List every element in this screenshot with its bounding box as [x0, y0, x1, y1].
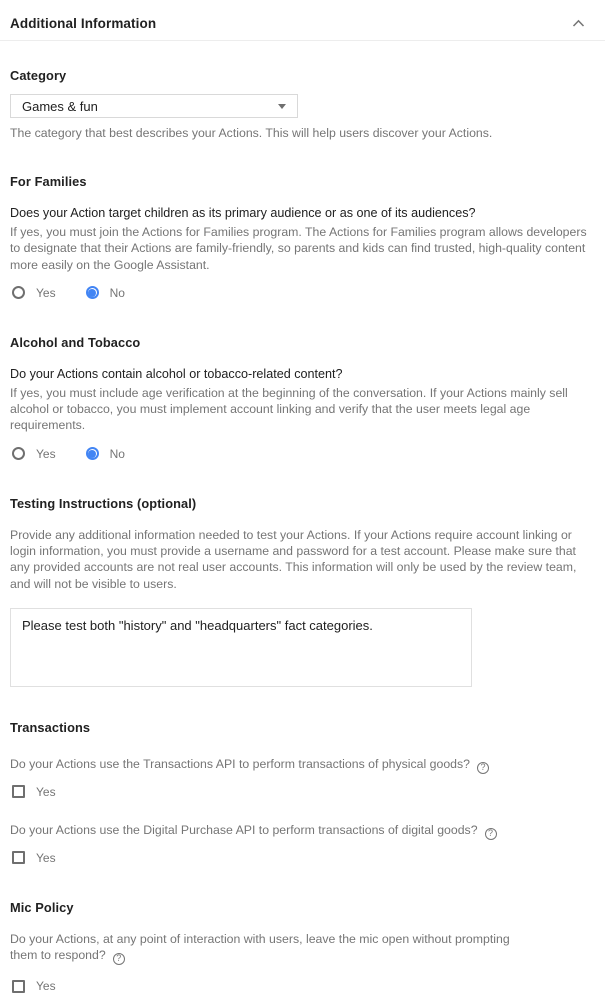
checkbox-unchecked-icon: [12, 980, 25, 993]
checkbox-unchecked-icon: [12, 785, 25, 798]
alcohol-tobacco-helper-text: If yes, you must include age verification at the beginning of the conversation. If your Actions mainly sell alcohol or tobacco, you must implement account linking and verify that the user meets legal age requirements.: [10, 385, 568, 433]
mic-policy-question: [10, 931, 530, 965]
transactions-digital-checkbox[interactable]: [12, 849, 595, 867]
dropdown-caret-icon: [278, 104, 286, 109]
category-field: [10, 68, 595, 141]
radio-yes-label: Yes: [36, 285, 56, 300]
checkbox-unchecked-icon: [12, 851, 25, 864]
alcohol-tobacco-radio-yes[interactable]: [12, 447, 56, 461]
radio-selected-icon: [86, 286, 99, 299]
radio-yes-label: Yes: [36, 446, 56, 461]
testing-instructions-helper-text: Provide any additional information needed to test your Actions. If your Actions require account linking or login information, you must provide a username and password for a test account. Please make sure that any provided accounts are not real user accounts. This information will only be used by the review team, and will not be visible to users.: [10, 527, 577, 591]
testing-instructions-title: Testing Instructions (optional): [10, 495, 197, 511]
header-divider: [0, 40, 605, 41]
alcohol-tobacco-question: Do your Actions contain alcohol or tobacco-related content?: [10, 366, 343, 381]
help-icon[interactable]: ?: [477, 762, 489, 774]
testing-instructions-textarea[interactable]: [10, 608, 472, 687]
transactions-title: Transactions: [10, 720, 91, 735]
transactions-physical-checkbox[interactable]: [12, 783, 595, 801]
category-label: Category: [10, 68, 67, 83]
for-families-section: [10, 174, 595, 302]
checkbox-yes-label: Yes: [36, 850, 56, 865]
transactions-section: [10, 720, 595, 867]
alcohol-tobacco-title: Alcohol and Tobacco: [10, 334, 141, 350]
help-icon[interactable]: ?: [485, 828, 497, 840]
for-families-question: Does your Action target children as its primary audience or as one of its audiences?: [10, 206, 476, 221]
radio-no-label: No: [109, 446, 125, 461]
for-families-radio-group: [10, 284, 595, 302]
radio-selected-icon: [86, 447, 99, 460]
for-families-title: For Families: [10, 174, 87, 190]
section-header: [10, 15, 595, 31]
alcohol-tobacco-section: [10, 335, 595, 463]
mic-policy-question-text: Do your Actions, at any point of interaction with users, leave the mic open without prompting them to respond?: [10, 931, 510, 963]
for-families-radio-no[interactable]: [86, 286, 125, 300]
transactions-digital-question: [10, 822, 595, 840]
mic-policy-title: Mic Policy: [10, 899, 74, 915]
testing-instructions-section: [10, 496, 595, 687]
page-title: Additional Information: [10, 15, 157, 31]
radio-unselected-icon: [12, 286, 25, 299]
mic-policy-section: [10, 900, 595, 995]
chevron-up-icon: [572, 19, 585, 27]
transactions-physical-question: [10, 756, 595, 774]
transactions-physical-question-text: Do your Actions use the Transactions API to perform transactions of physical goods?: [10, 757, 471, 771]
category-selected-value: Games & fun: [22, 98, 98, 114]
alcohol-tobacco-radio-group: [10, 445, 595, 463]
checkbox-yes-label: Yes: [36, 784, 56, 799]
category-select[interactable]: [10, 94, 298, 118]
radio-no-label: No: [109, 285, 125, 300]
checkbox-yes-label: Yes: [36, 979, 56, 994]
for-families-helper-text: If yes, you must join the Actions for Families program. The Actions for Families program allows developers to designate that their Actions are family-friendly, so parents and kids can find trusted, high-quality content more easily on the Google Assistant.: [10, 224, 587, 272]
category-helper-text: The category that best describes your Actions. This will help users discover your Actions.: [10, 126, 493, 140]
alcohol-tobacco-radio-no[interactable]: [86, 447, 125, 461]
mic-policy-checkbox[interactable]: [12, 977, 595, 995]
transactions-digital-question-text: Do your Actions use the Digital Purchase API to perform transactions of digital goods?: [10, 822, 478, 837]
collapse-section-button[interactable]: [568, 17, 589, 29]
help-icon[interactable]: ?: [113, 953, 125, 965]
for-families-radio-yes[interactable]: [12, 286, 56, 300]
radio-unselected-icon: [12, 447, 25, 460]
